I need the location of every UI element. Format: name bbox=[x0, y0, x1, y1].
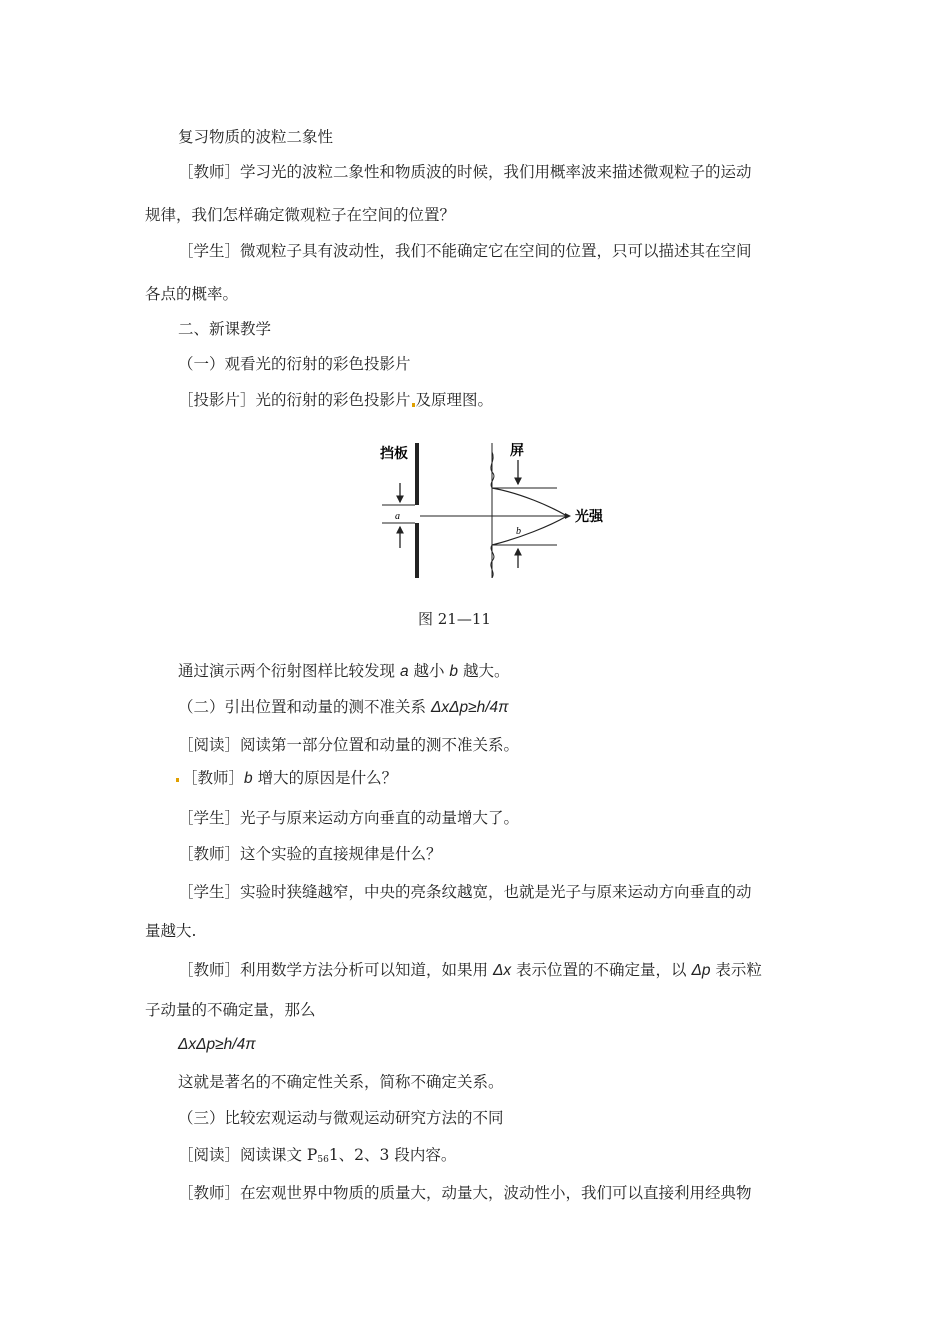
paragraph-student-1: ［学生］微观粒子具有波动性，我们不能确定它在空间的位置，只可以描述其在空间 bbox=[178, 242, 752, 260]
paragraph-slide bbox=[178, 390, 493, 410]
paragraph-teacher-1: ［教师］学习光的波粒二象性和物质波的时候，我们用概率波来描述微观粒子的运动 bbox=[178, 163, 752, 181]
formula-inline: ΔxΔp≥h/4π bbox=[430, 699, 509, 716]
text: ［教师］ bbox=[182, 769, 245, 787]
paragraph-teacher-2 bbox=[182, 768, 397, 789]
paragraph-reading-2 bbox=[178, 1145, 456, 1170]
paragraph-teacher-3: ［教师］这个实验的直接规律是什么？ bbox=[178, 845, 442, 863]
var-a: a bbox=[399, 663, 409, 680]
slide-text: ［投影片］光的衍射的彩色投影片 bbox=[178, 391, 411, 409]
fringe-width-arrows bbox=[492, 460, 557, 568]
figure-caption: 图 21—11 bbox=[418, 610, 491, 628]
baffle-plate bbox=[415, 443, 419, 578]
paragraph-teacher-4 bbox=[178, 960, 762, 981]
text: 表示粒 bbox=[710, 961, 762, 979]
slide-text-end: 及原理图。 bbox=[415, 391, 494, 409]
page-subscript: 56 bbox=[317, 1155, 329, 1165]
paragraph-student-3: ［学生］实验时狭缝越窄，中央的亮条纹越宽，也就是光子与原来运动方向垂直的动 bbox=[178, 883, 752, 901]
label-baffle: 挡板 bbox=[380, 445, 408, 461]
subsection-heading-2 bbox=[178, 697, 509, 718]
var-dp: Δp bbox=[691, 962, 711, 979]
text: 越大。 bbox=[458, 662, 510, 680]
paragraph-student-3-cont: 量越大. bbox=[145, 922, 197, 940]
var-dx: Δx bbox=[492, 962, 512, 979]
paragraph-teacher-5: ［教师］在宏观世界中物质的质量大，动量大，波动性小，我们可以直接利用经典物 bbox=[178, 1184, 752, 1202]
paragraph-student-1-cont: 各点的概率。 bbox=[145, 285, 239, 303]
text: 越小 bbox=[408, 662, 450, 680]
paragraph-student-2: ［学生］光子与原来运动方向垂直的动量增大了。 bbox=[178, 809, 520, 827]
label-screen: 屏 bbox=[510, 442, 524, 458]
paragraph-review-title: 复习物质的波粒二象性 bbox=[178, 128, 334, 146]
var-b: b bbox=[449, 663, 459, 680]
text: 表示位置的不确定量，以 bbox=[511, 961, 692, 979]
text: 1、2、3 段内容。 bbox=[328, 1146, 457, 1164]
label-a: a bbox=[395, 511, 400, 522]
edit-marker bbox=[412, 403, 415, 407]
formula-uncertainty: ΔxΔp≥h/4π bbox=[178, 1036, 256, 1053]
paragraph-conclusion: 这就是著名的不确定性关系，简称不确定关系。 bbox=[178, 1073, 504, 1091]
var-b: b bbox=[244, 770, 253, 787]
paragraph-observation bbox=[178, 661, 509, 682]
text: （二）引出位置和动量的测不准关系 bbox=[178, 698, 431, 716]
text: 通过演示两个衍射图样比较发现 bbox=[178, 662, 400, 680]
diffraction-diagram bbox=[370, 438, 620, 578]
paragraph-teacher-4-cont: 子动量的不确定量，那么 bbox=[145, 1001, 316, 1019]
subsection-heading-1: （一）观看光的衍射的彩色投影片 bbox=[178, 355, 411, 373]
paragraph-teacher-1-cont: 规律，我们怎样确定微观粒子在空间的位置？ bbox=[145, 206, 456, 224]
section-heading-new-lesson: 二、新课教学 bbox=[178, 320, 272, 338]
label-b: b bbox=[516, 526, 521, 537]
edit-marker bbox=[176, 778, 179, 782]
label-intensity: 光强 bbox=[575, 508, 603, 524]
intensity-curve bbox=[491, 452, 567, 578]
text: ［教师］利用数学方法分析可以知道，如果用 bbox=[178, 961, 493, 979]
text: ［阅读］阅读课文 P bbox=[178, 1146, 318, 1164]
text: 增大的原因是什么？ bbox=[252, 769, 398, 787]
diffraction-figure bbox=[370, 438, 620, 582]
subsection-heading-3: （三）比较宏观运动与微观运动研究方法的不同 bbox=[178, 1109, 504, 1127]
paragraph-reading-1: ［阅读］阅读第一部分位置和动量的测不准关系。 bbox=[178, 736, 520, 754]
